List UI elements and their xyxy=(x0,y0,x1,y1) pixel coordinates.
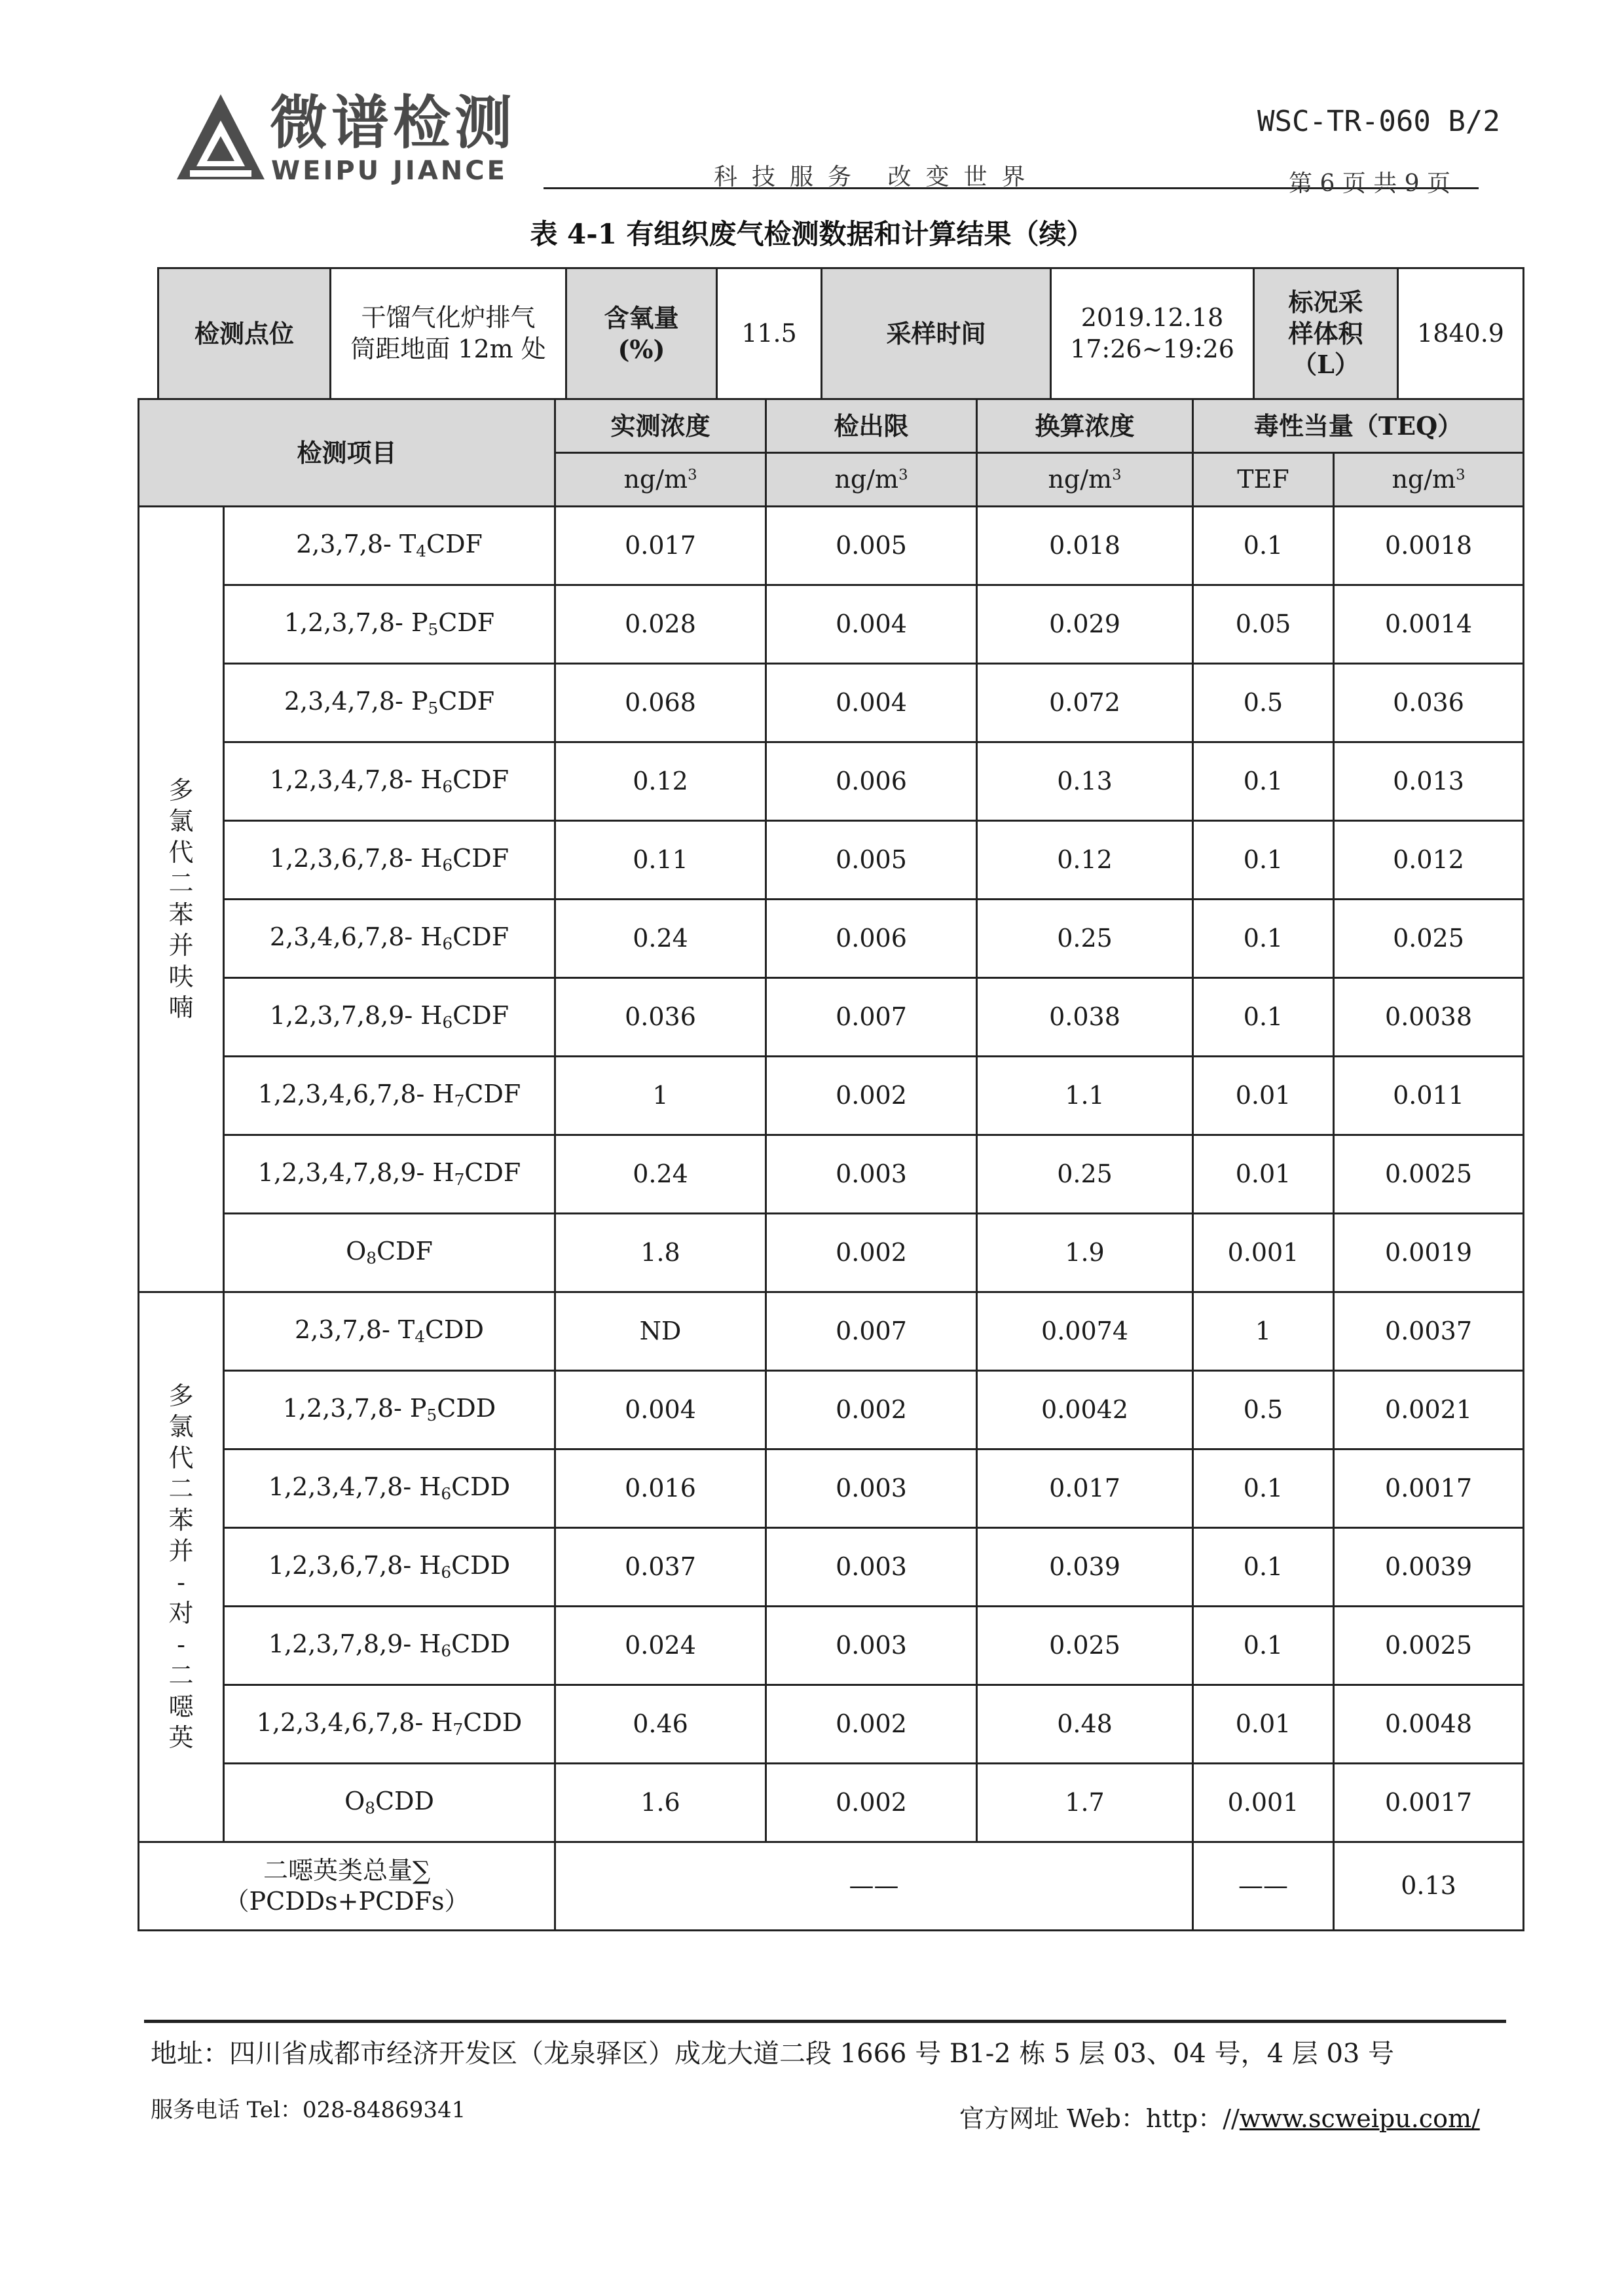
teq-value: 0.0019 xyxy=(1334,1214,1524,1292)
teq-value: 0.0025 xyxy=(1334,1607,1524,1685)
group-label-char: 呋 xyxy=(168,962,194,991)
teq-value: 0.0048 xyxy=(1334,1685,1524,1764)
group-label-char: 苯 xyxy=(168,1505,194,1535)
tef-value: 1 xyxy=(1193,1292,1334,1371)
site-value xyxy=(331,268,566,399)
unit-converted: $ng/m^3$ xyxy=(977,453,1193,507)
teq-value: 0.0017 xyxy=(1334,1449,1524,1528)
group-label-char: 并 xyxy=(168,931,194,960)
converted-concentration: 0.029 xyxy=(977,585,1193,664)
sampling-info-table xyxy=(157,267,1524,400)
group-label-char: 多 xyxy=(168,775,194,805)
detection-limit: 0.002 xyxy=(766,1371,977,1449)
group-label-char: - xyxy=(177,1630,185,1659)
table-row xyxy=(139,900,1524,978)
group-label-char: 氯 xyxy=(168,807,194,835)
detection-limit: 0.003 xyxy=(766,1449,977,1528)
detection-limit: 0.004 xyxy=(766,664,977,742)
measured-concentration: 0.028 xyxy=(555,585,766,664)
table-row xyxy=(139,1214,1524,1292)
sample-volume-label-line: 样体积 xyxy=(1288,318,1363,348)
measured-concentration: 1.8 xyxy=(555,1214,766,1292)
total-label-line: 二噁英类总量∑ xyxy=(263,1855,431,1885)
measured-concentration: 0.068 xyxy=(555,664,766,742)
table-row xyxy=(139,1607,1524,1685)
sampling-time-range: 17:26~19:26 xyxy=(1070,334,1234,363)
converted-concentration: 0.13 xyxy=(977,742,1193,821)
compound-name: 2,3,4,6,7,8- $H_6CDF$ xyxy=(224,900,555,978)
tef-value: 0.1 xyxy=(1193,1449,1334,1528)
converted-concentration: 0.017 xyxy=(977,1449,1193,1528)
column-header-item: 检测项目 xyxy=(139,399,555,507)
logo-english-name: WEIPU JIANCE xyxy=(271,156,507,186)
group-label-char: 并 xyxy=(168,1537,194,1565)
teq-value: 0.011 xyxy=(1334,1057,1524,1135)
converted-concentration: 1.7 xyxy=(977,1764,1193,1842)
converted-concentration: 0.48 xyxy=(977,1685,1193,1764)
footer-divider xyxy=(144,2020,1506,2023)
results-body xyxy=(139,507,1524,1842)
site-value-line: 筒距地面 12m 处 xyxy=(350,334,546,363)
oxygen-value: 11.5 xyxy=(717,268,822,399)
footer-telephone: 服务电话 Tel：028-84869341 xyxy=(151,2097,466,2123)
converted-concentration: 0.12 xyxy=(977,821,1193,900)
teq-value: 0.0017 xyxy=(1334,1764,1524,1842)
tef-value: 0.05 xyxy=(1193,585,1334,664)
unit-limit: $ng/m^3$ xyxy=(766,453,977,507)
page-number: 第 6 页 共 9 页 xyxy=(1289,170,1451,197)
compound-name: 2,3,7,8- $T_4CDD$ xyxy=(224,1292,555,1371)
compound-name: 1,2,3,4,6,7,8- $H_7CDF$ xyxy=(224,1057,555,1135)
measured-concentration: 0.037 xyxy=(555,1528,766,1607)
oxygen-label xyxy=(566,268,717,399)
converted-concentration: 0.039 xyxy=(977,1528,1193,1607)
tef-value: 0.1 xyxy=(1193,821,1334,900)
sample-volume-value: 1840.9 xyxy=(1398,268,1524,399)
detection-limit: 0.002 xyxy=(766,1214,977,1292)
teq-value: 0.0021 xyxy=(1334,1371,1524,1449)
table-title: 表 4-1 有组织废气检测数据和计算结果（续） xyxy=(530,218,1094,250)
converted-concentration: 0.038 xyxy=(977,978,1193,1057)
site-label: 检测点位 xyxy=(158,268,331,399)
compound-name: 1,2,3,4,7,8- $H_6CDD$ xyxy=(224,1449,555,1528)
slogan: 科技服务 改变世界 xyxy=(714,164,1040,191)
detection-limit: 0.006 xyxy=(766,900,977,978)
sampling-time-value xyxy=(1051,268,1254,399)
company-logo xyxy=(172,84,538,189)
table-row xyxy=(139,821,1524,900)
sample-volume-label xyxy=(1254,268,1398,399)
table-row xyxy=(139,585,1524,664)
measured-concentration: 0.24 xyxy=(555,900,766,978)
oxygen-label-line: 含氧量 xyxy=(604,303,679,333)
converted-concentration: 0.25 xyxy=(977,1135,1193,1214)
table-row xyxy=(139,1764,1524,1842)
tef-value: 0.1 xyxy=(1193,507,1334,585)
tef-value: 0.1 xyxy=(1193,1528,1334,1607)
compound-name: 1,2,3,4,7,8,9- $H_7CDF$ xyxy=(224,1135,555,1214)
tef-value: 0.1 xyxy=(1193,900,1334,978)
detection-limit: 0.003 xyxy=(766,1607,977,1685)
website-link[interactable]: www.scweipu.com/ xyxy=(1239,2104,1480,2133)
table-row xyxy=(139,1135,1524,1214)
oxygen-label-unit: (%) xyxy=(618,334,665,364)
tef-value: 0.001 xyxy=(1193,1764,1334,1842)
detection-limit: 0.003 xyxy=(766,1135,977,1214)
total-measured-dash: —— xyxy=(555,1842,1193,1931)
measured-concentration: 0.12 xyxy=(555,742,766,821)
total-label xyxy=(139,1842,555,1931)
unit-tef: TEF xyxy=(1193,453,1334,507)
teq-value: 0.0014 xyxy=(1334,585,1524,664)
tef-value: 0.5 xyxy=(1193,1371,1334,1449)
measured-concentration: 0.11 xyxy=(555,821,766,900)
converted-concentration: 0.018 xyxy=(977,507,1193,585)
unit-teq: $ng/m^3$ xyxy=(1334,453,1524,507)
group-label-char: 氯 xyxy=(168,1412,194,1441)
teq-value: 0.0018 xyxy=(1334,507,1524,585)
compound-name: 2,3,4,7,8- $P_5CDF$ xyxy=(224,664,555,742)
teq-value: 0.036 xyxy=(1334,664,1524,742)
sample-volume-label-line: 标况采 xyxy=(1288,287,1363,318)
converted-concentration: 0.25 xyxy=(977,900,1193,978)
column-header-converted: 换算浓度 xyxy=(977,399,1193,453)
document-code: WSC-TR-060 B/2 xyxy=(1257,105,1500,138)
measured-concentration: 0.004 xyxy=(555,1371,766,1449)
compound-name: 1,2,3,7,8,9- $H_6CDF$ xyxy=(224,978,555,1057)
detection-limit: 0.002 xyxy=(766,1764,977,1842)
teq-value: 0.012 xyxy=(1334,821,1524,900)
tef-value: 0.01 xyxy=(1193,1057,1334,1135)
column-header-teq: 毒性当量（TEQ） xyxy=(1193,399,1524,453)
tef-value: 0.5 xyxy=(1193,664,1334,742)
group-label-char: 二 xyxy=(168,1474,194,1503)
measured-concentration: 0.46 xyxy=(555,1685,766,1764)
group-label-char: 代 xyxy=(168,837,194,867)
table-row xyxy=(139,1528,1524,1607)
detection-limit: 0.005 xyxy=(766,821,977,900)
table-row xyxy=(139,664,1524,742)
detection-limit: 0.005 xyxy=(766,507,977,585)
sample-volume-label-unit: （L） xyxy=(1292,350,1359,380)
logo-mark-icon xyxy=(172,89,270,187)
table-row xyxy=(139,1292,1524,1371)
total-teq-value: 0.13 xyxy=(1334,1842,1524,1931)
converted-concentration: 0.0042 xyxy=(977,1371,1193,1449)
converted-concentration: 1.9 xyxy=(977,1214,1193,1292)
teq-value: 0.025 xyxy=(1334,900,1524,978)
footer-website xyxy=(959,2098,1480,2134)
compound-name: 1,2,3,7,8,9- $H_6CDD$ xyxy=(224,1607,555,1685)
group-label xyxy=(139,1292,224,1842)
group-label-char: 苯 xyxy=(168,900,194,929)
total-label-line: （PCDDs+PCDFs） xyxy=(224,1887,470,1916)
table-row xyxy=(139,507,1524,585)
table-row xyxy=(139,1685,1524,1764)
group-label-char: 喃 xyxy=(168,993,194,1022)
detection-limit: 0.007 xyxy=(766,978,977,1057)
table-row xyxy=(139,1449,1524,1528)
teq-value: 0.0037 xyxy=(1334,1292,1524,1371)
group-label-char: 代 xyxy=(168,1443,194,1472)
teq-value: 0.013 xyxy=(1334,742,1524,821)
detection-limit: 0.007 xyxy=(766,1292,977,1371)
column-header-limit: 检出限 xyxy=(766,399,977,453)
compound-name: $O_8CDF$ xyxy=(224,1214,555,1292)
tef-value: 0.001 xyxy=(1193,1214,1334,1292)
site-value-line: 干馏气化炉排气 xyxy=(361,303,536,332)
column-header-measured: 实测浓度 xyxy=(555,399,766,453)
teq-value: 0.0025 xyxy=(1334,1135,1524,1214)
compound-name: $O_8CDD$ xyxy=(224,1764,555,1842)
tef-value: 0.1 xyxy=(1193,742,1334,821)
measured-concentration: ND xyxy=(555,1292,766,1371)
group-label-char: 多 xyxy=(168,1381,194,1410)
converted-concentration: 0.025 xyxy=(977,1607,1193,1685)
detection-limit: 0.004 xyxy=(766,585,977,664)
measured-concentration: 1.6 xyxy=(555,1764,766,1842)
total-tef-dash: —— xyxy=(1193,1842,1334,1931)
sampling-date: 2019.12.18 xyxy=(1080,303,1224,332)
teq-value: 0.0038 xyxy=(1334,978,1524,1057)
table-row xyxy=(139,978,1524,1057)
table-row xyxy=(139,742,1524,821)
website-label: 官方网址 Web：http：// xyxy=(959,2104,1240,2133)
compound-name: 1,2,3,6,7,8- $H_6CDF$ xyxy=(224,821,555,900)
converted-concentration: 0.072 xyxy=(977,664,1193,742)
tef-value: 0.1 xyxy=(1193,978,1334,1057)
group-label-char: - xyxy=(177,1567,185,1597)
compound-name: 1,2,3,7,8- $P_5CDF$ xyxy=(224,585,555,664)
converted-concentration: 1.1 xyxy=(977,1057,1193,1135)
group-label-char: 噁 xyxy=(168,1692,194,1721)
logo-chinese-name: 微谱检测 xyxy=(270,89,517,156)
table-row xyxy=(139,1371,1524,1449)
detection-limit: 0.002 xyxy=(766,1685,977,1764)
teq-value: 0.0039 xyxy=(1334,1528,1524,1607)
group-label xyxy=(139,507,224,1292)
table-row xyxy=(139,1057,1524,1135)
group-label-char: 二 xyxy=(168,1661,194,1690)
detection-limit: 0.006 xyxy=(766,742,977,821)
compound-name: 2,3,7,8- $T_4CDF$ xyxy=(224,507,555,585)
group-label-char: 对 xyxy=(168,1599,194,1628)
detection-limit: 0.002 xyxy=(766,1057,977,1135)
measured-concentration: 1 xyxy=(555,1057,766,1135)
converted-concentration: 0.0074 xyxy=(977,1292,1193,1371)
sampling-time-label: 采样时间 xyxy=(822,268,1051,399)
tef-value: 0.01 xyxy=(1193,1135,1334,1214)
measured-concentration: 0.016 xyxy=(555,1449,766,1528)
compound-name: 1,2,3,4,6,7,8- $H_7CDD$ xyxy=(224,1685,555,1764)
group-label-char: 二 xyxy=(168,869,194,898)
measured-concentration: 0.024 xyxy=(555,1607,766,1685)
measured-concentration: 0.036 xyxy=(555,978,766,1057)
compound-name: 1,2,3,7,8- $P_5CDD$ xyxy=(224,1371,555,1449)
compound-name: 1,2,3,4,7,8- $H_6CDF$ xyxy=(224,742,555,821)
tef-value: 0.01 xyxy=(1193,1685,1334,1764)
compound-name: 1,2,3,6,7,8- $H_6CDD$ xyxy=(224,1528,555,1607)
dioxin-results-table xyxy=(138,398,1524,1931)
footer-address: 地址：四川省成都市经济开发区（龙泉驿区）成龙大道二段 1666 号 B1-2 栋 5 层 03、04 号，4 层 03 号 xyxy=(151,2039,1395,2069)
measured-concentration: 0.24 xyxy=(555,1135,766,1214)
unit-measured: $ng/m^3$ xyxy=(555,453,766,507)
measured-concentration: 0.017 xyxy=(555,507,766,585)
group-label-char: 英 xyxy=(168,1723,194,1752)
tef-value: 0.1 xyxy=(1193,1607,1334,1685)
detection-limit: 0.003 xyxy=(766,1528,977,1607)
